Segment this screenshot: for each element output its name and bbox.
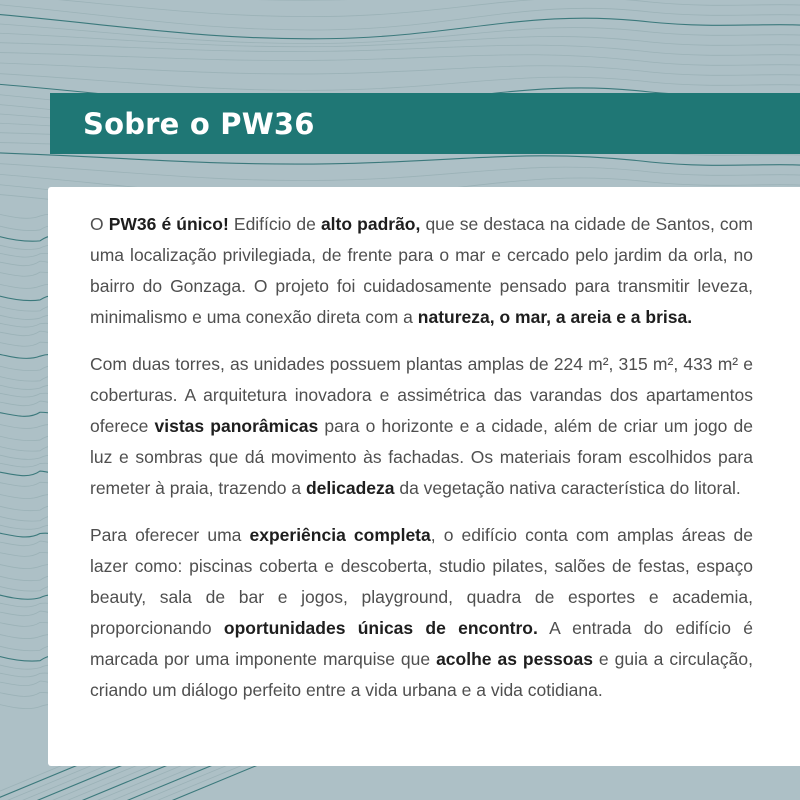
page-title: Sobre o PW36 — [83, 106, 315, 141]
content-card — [48, 187, 800, 766]
section-header-band — [50, 93, 800, 154]
paragraph-about-building: O PW36 é único! Edifício de alto padrão, que se destaca na cidade de Santos, com uma localização privilegiada, de frente para o mar e cercado pelo jardim da orla, no bairro do Gonzaga. O projeto foi cuidadosamente pensado para transmitir leveza, minimalismo e uma conexão direta com a natureza, o mar, a areia e a brisa. — [90, 214, 753, 327]
paragraph-amenities: Para oferecer uma experiência completa, o edifício conta com amplas áreas de lazer como: piscinas coberta e descoberta, studio pilates, salões de festas, espaço beauty, sala de bar e jogos, playground, quadra de esportes e academia, proporcionando oportunidades únicas de encontro. A entrada do edifício é marcada por uma imponente marquise que acolhe as pessoas e guia a circulação, criando um diálogo perfeito entre a vida urbana e a vida cotidiana. — [90, 525, 754, 700]
paragraph-towers-architecture: Com duas torres, as unidades possuem plantas amplas de 224 m², 315 m², 433 m² e coberturas. A arquitetura inovadora e assimétrica das varandas dos apartamentos oferece vistas panorâmicas para o horizonte e a cidade, além de criar um jogo de luz e sombras que dá movimento às fachadas. Os materiais foram escolhidos para remeter à praia, trazendo a delicadeza da vegetação nativa característica do litoral. — [90, 354, 754, 498]
